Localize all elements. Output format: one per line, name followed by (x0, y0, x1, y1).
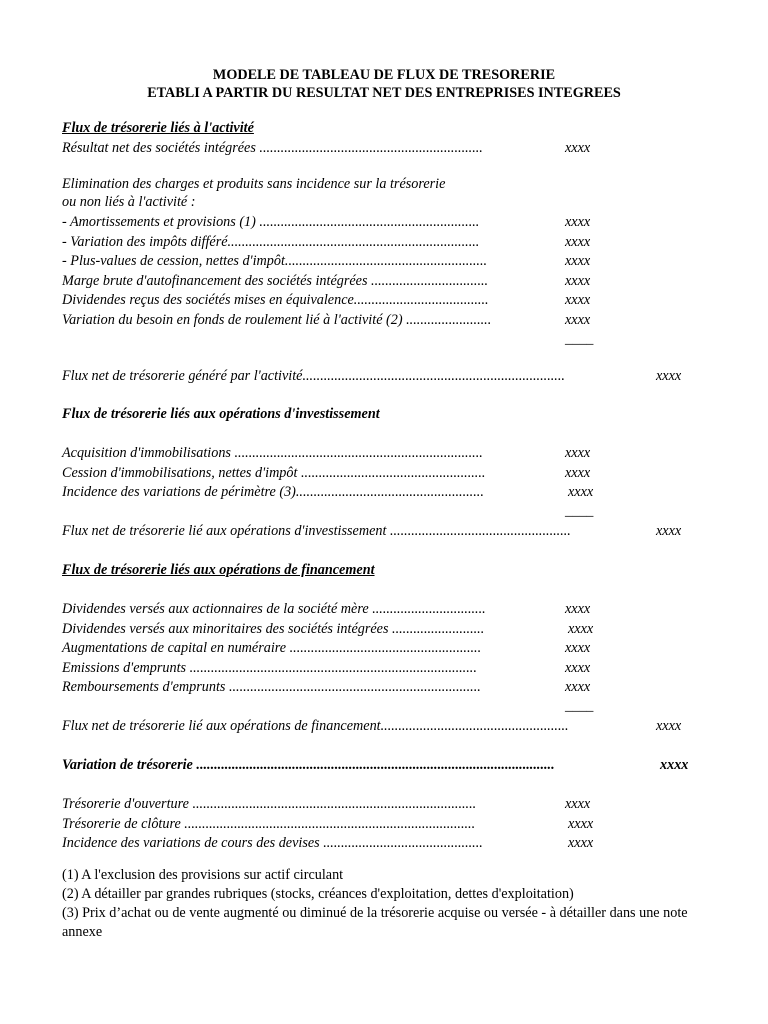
line-label: Variation de trésorerie ..................................................................................................... (62, 757, 555, 773)
line-value: xxxx (565, 312, 591, 328)
elimination-text-line2: ou non liés à l'activité : (62, 194, 196, 210)
footnote: (3) Prix d’achat ou de vente augmenté ou diminué de la trésorerie acquise ou versée - à détailler dans une note annexe (62, 905, 688, 940)
line-value: xxxx (568, 816, 594, 832)
subtotal-rule: ____ (565, 698, 594, 714)
line-label: Trésorerie d'ouverture ................................................................................ (62, 796, 477, 812)
line-label: Flux net de trésorerie lié aux opérations de financement..................................................... (62, 718, 569, 734)
line-label: Dividendes versés aux actionnaires de la société mère ................................ (62, 601, 486, 617)
line-label: Flux net de trésorerie lié aux opérations d'investissement ................................................... (62, 523, 571, 539)
elimination-text-line1: Elimination des charges et produits sans incidence sur la trésorerie (62, 176, 446, 192)
line-label: Dividendes versés aux minoritaires des sociétés intégrées .......................... (62, 621, 485, 637)
line-label: Variation du besoin en fonds de roulement lié à l'activité (2) ........................ (62, 312, 492, 328)
line-label: Incidence des variations de cours des devises ............................................. (62, 835, 483, 851)
line-value: xxxx (565, 601, 591, 617)
line-label: - Variation des impôts différé....................................................................... (62, 234, 480, 250)
subtotal-rule: ____ (565, 503, 594, 519)
line-label: Emissions d'emprunts ................................................................................. (62, 660, 477, 676)
line-label: - Plus-values de cession, nettes d'impôt......................................................... (62, 253, 488, 269)
line-value: xxxx (565, 234, 591, 250)
line-label: Augmentations de capital en numéraire ...................................................... (62, 640, 482, 656)
line-value: xxxx (656, 523, 682, 539)
line-label: Acquisition d'immobilisations ...................................................................... (62, 445, 483, 461)
line-value: xxxx (660, 757, 689, 773)
line-value: xxxx (565, 292, 591, 308)
line-value: xxxx (565, 679, 591, 695)
line-value: xxxx (568, 484, 594, 500)
line-value: xxxx (565, 660, 591, 676)
line-label: Résultat net des sociétés intégrées ............................................................... (62, 140, 483, 156)
document-title-line1: MODELE DE TABLEAU DE FLUX DE TRESORERIE (212, 67, 556, 83)
line-value: xxxx (565, 253, 591, 269)
document-title-line2: ETABLI A PARTIR DU RESULTAT NET DES ENTREPRISES INTEGREES (147, 85, 621, 101)
footnote: (1) A l'exclusion des provisions sur actif circulant (62, 867, 344, 883)
line-label: Trésorerie de clôture .................................................................................. (62, 816, 476, 832)
line-value: xxxx (565, 640, 591, 656)
section-heading-investissement: Flux de trésorerie liés aux opérations d'investissement (62, 406, 380, 422)
section-heading-financement: Flux de trésorerie liés aux opérations de financement (62, 562, 375, 578)
line-label: - Amortissements et provisions (1) .............................................................. (62, 214, 480, 230)
line-value: xxxx (565, 445, 591, 461)
subtotal-rule: ____ (565, 331, 594, 347)
line-value: xxxx (656, 718, 682, 734)
line-label: Incidence des variations de périmètre (3)..................................................... (62, 484, 484, 500)
line-value: xxxx (565, 273, 591, 289)
line-value: xxxx (565, 140, 591, 156)
line-value: xxxx (568, 621, 594, 637)
line-value: xxxx (565, 214, 591, 230)
line-label: Remboursements d'emprunts ....................................................................... (62, 679, 481, 695)
line-value: xxxx (565, 465, 591, 481)
section-heading-activite: Flux de trésorerie liés à l'activité (62, 120, 254, 136)
footnote: (2) A détailler par grandes rubriques (stocks, créances d'exploitation, dettes d'exploitation) (62, 886, 574, 902)
line-label: Cession d'immobilisations, nettes d'impôt .................................................... (62, 465, 486, 481)
line-value: xxxx (565, 796, 591, 812)
line-value: xxxx (568, 835, 594, 851)
line-value: xxxx (656, 368, 682, 384)
line-label: Marge brute d'autofinancement des sociétés intégrées ................................. (62, 273, 489, 289)
line-label: Flux net de trésorerie généré par l'activité.......................................................................... (62, 368, 565, 384)
line-label: Dividendes reçus des sociétés mises en équivalence...................................... (62, 292, 489, 308)
